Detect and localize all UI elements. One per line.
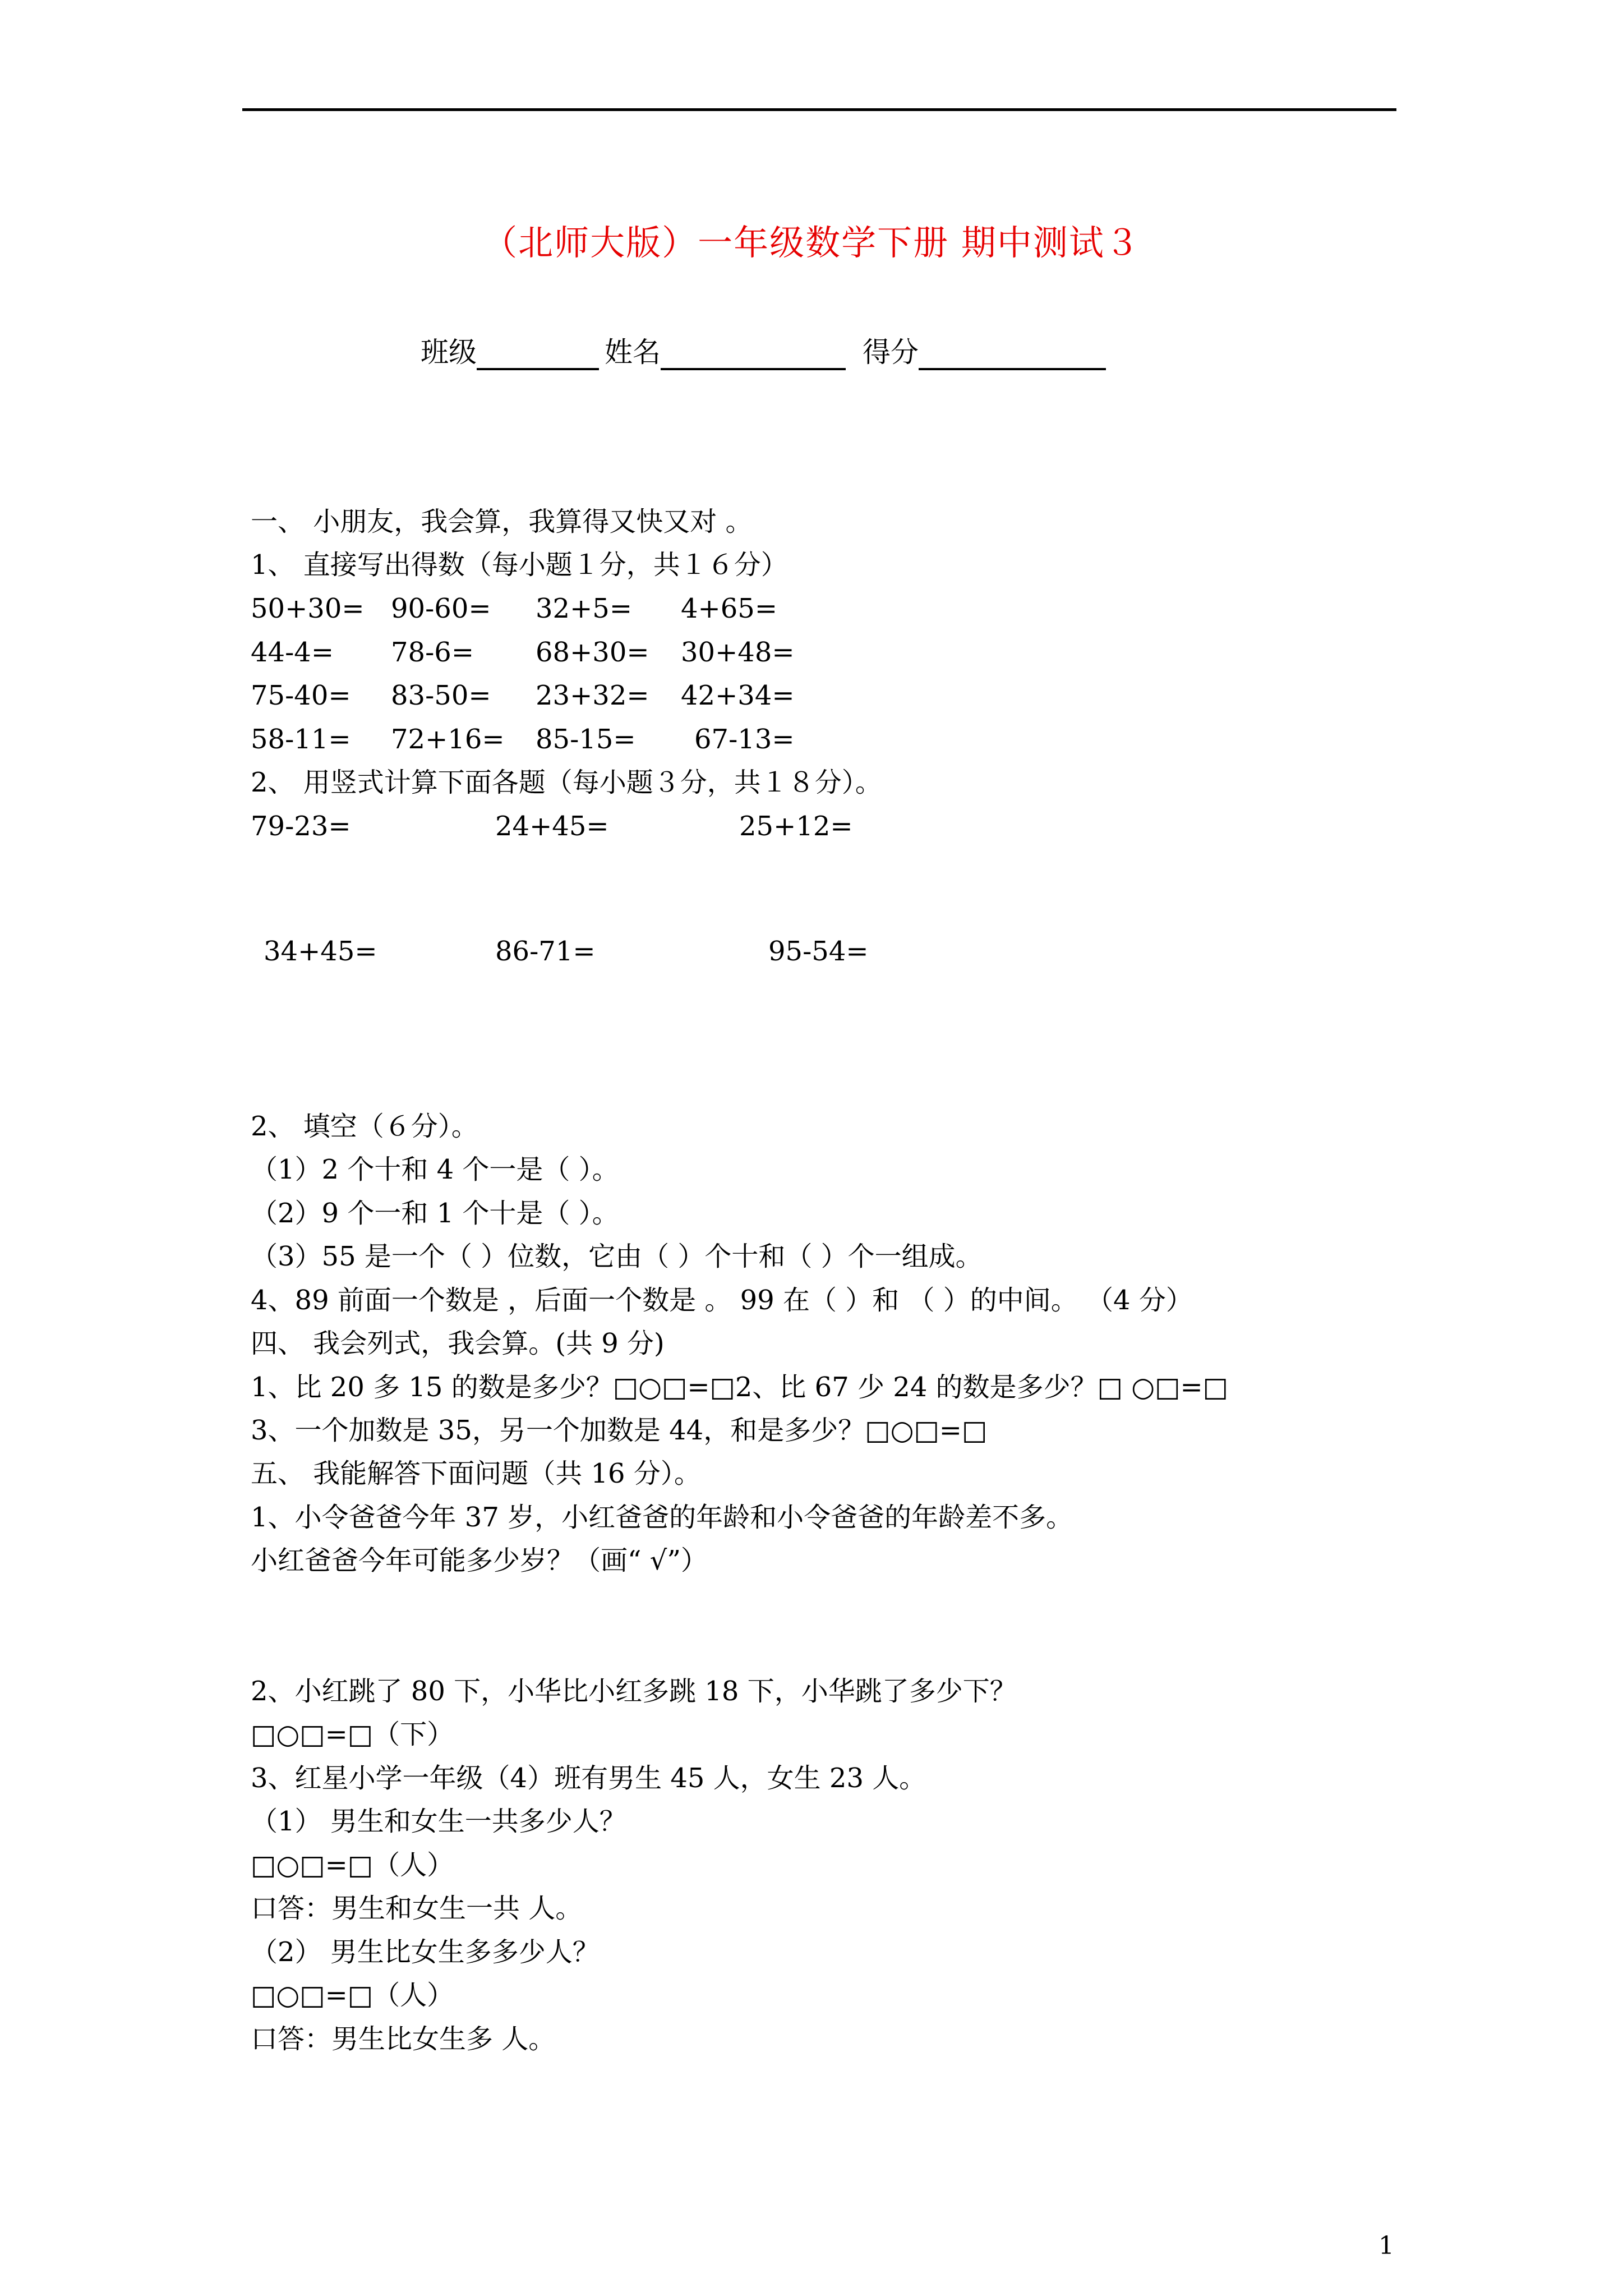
student-info	[421, 330, 1112, 370]
section2-heading: 2、 填空（６分）。	[251, 1111, 478, 1142]
q1-item: 30+48=	[681, 637, 795, 668]
q2-item: 25+12=	[739, 811, 853, 842]
q2-item: 95-54=	[768, 936, 869, 967]
section5-heading: 五、 我能解答下面问题（共 16 分）。	[251, 1458, 701, 1489]
q1-item: 90-60=	[391, 593, 491, 624]
q2-item: 79-23=	[251, 811, 351, 842]
score-label: 得分	[863, 336, 919, 369]
top-rule	[242, 108, 1396, 111]
q2-item: 86-71=	[495, 936, 596, 967]
list-item: 3、一个加数是 35，另一个加数是 44，和是多少？□○□=□	[251, 1415, 988, 1446]
problem-text: 小红爸爸今年可能多少岁？（画“ √”）	[251, 1545, 708, 1576]
q1-item: 67-13=	[694, 724, 795, 755]
page-number: 1	[1378, 2231, 1394, 2260]
problem-text: 2、小红跳了 80 下，小华比小红多跳 18 下，小华跳了多少下？	[251, 1676, 1017, 1707]
score-blank[interactable]	[919, 339, 1106, 370]
q2-item: 34+45=	[264, 936, 377, 967]
q1-item: 68+30=	[536, 637, 649, 668]
section1-heading: 一、 小朋友，我会算，我算得又快又对 。	[251, 506, 753, 537]
problem-equation: □○□=□（人）	[251, 1980, 454, 2011]
class-label: 班级	[421, 336, 477, 369]
q1-item: 50+30=	[251, 593, 365, 624]
q1-heading: 1、 直接写出得数（每小题１分，共１６分）	[251, 549, 788, 581]
problem-answer: 口答：男生和女生一共 人。	[251, 1893, 583, 1924]
q1-item: 83-50=	[391, 680, 491, 711]
q1-item: 23+32=	[536, 680, 649, 711]
q1-item: 44-4=	[251, 637, 334, 668]
q1-item: 42+34=	[681, 680, 795, 711]
problem-text: 1、小令爸爸今年 37 岁，小红爸爸的年龄和小令爸爸的年龄差不多。	[251, 1502, 1073, 1533]
q1-item: 58-11=	[251, 724, 351, 755]
class-blank[interactable]	[477, 339, 599, 370]
q1-item: 72+16=	[391, 724, 505, 755]
q1-item: 85-15=	[536, 724, 636, 755]
problem-answer: 口答：男生比女生多 人。	[251, 2023, 556, 2055]
q1-item: 4+65=	[681, 593, 778, 624]
fill-item: 4、89 前面一个数是 ，后面一个数是 。 99 在（ ）和 （ ）的中间。 （4 分）	[251, 1285, 1193, 1316]
section4-heading: 四、 我会列式，我会算。(共 9 分)	[251, 1328, 665, 1359]
problem-text: （2） 男生比女生多多少人？	[251, 1936, 600, 1968]
fill-item: （2）9 个一和 1 个十是（ ）。	[251, 1198, 619, 1229]
fill-item: （1）2 个十和 4 个一是（ ）。	[251, 1154, 619, 1185]
q2-heading: 2、 用竖式计算下面各题（每小题３分，共１８分）。	[251, 767, 882, 798]
fill-item: （3）55 是一个（ ）位数，它由（ ）个十和（ ）个一组成。	[251, 1241, 983, 1272]
q1-item: 32+5=	[536, 593, 633, 624]
q1-item: 75-40=	[251, 680, 351, 711]
q1-item: 78-6=	[391, 637, 474, 668]
problem-text: 3、红星小学一年级（4）班有男生 45 人，女生 23 人。	[251, 1763, 926, 1794]
problem-equation: □○□=□（下）	[251, 1719, 454, 1750]
name-label: 姓名	[605, 336, 661, 369]
list-item: 1、比 20 多 15 的数是多少？□○□=□2、比 67 少 24 的数是多少？□ ○□=□	[251, 1372, 1229, 1403]
page-title: （北师大版）一年级数学下册 期中测试３	[482, 222, 1141, 263]
name-blank[interactable]	[661, 339, 846, 370]
problem-equation: □○□=□（人）	[251, 1849, 454, 1881]
q2-item: 24+45=	[495, 811, 609, 842]
problem-text: （1） 男生和女生一共多少人？	[251, 1806, 626, 1837]
